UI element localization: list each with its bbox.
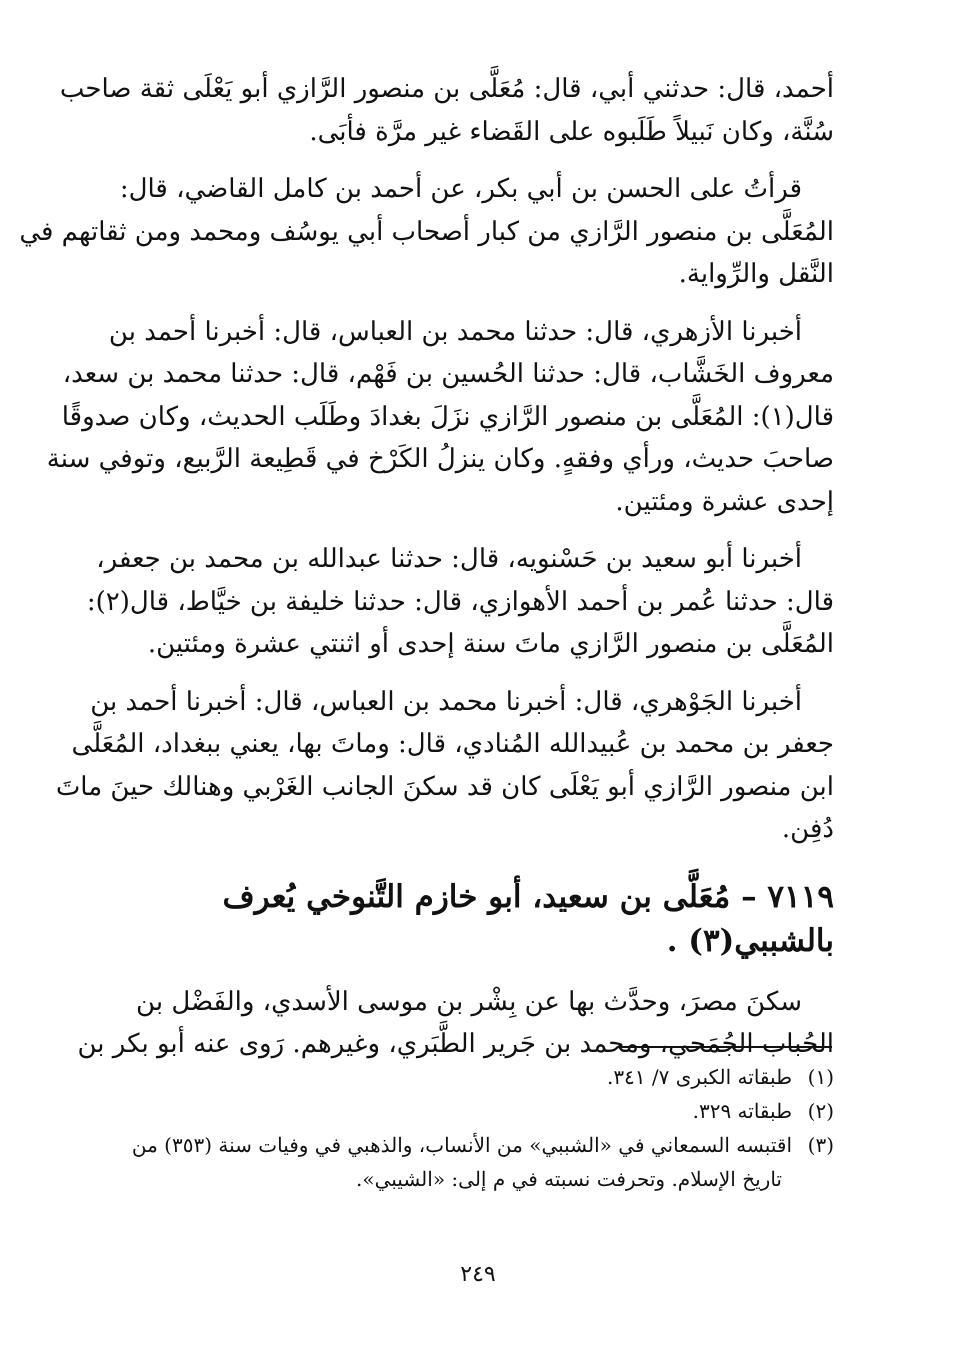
paragraph-1 (59, 68, 834, 153)
paragraph-4 (86, 538, 834, 666)
text-line: قال(١): المُعَلَّى بن منصور الرَّازي نزَلَ بغدادَ وطَلَب الحديث، وكان صدوقًا (61, 401, 834, 432)
paragraph-2 (19, 168, 834, 296)
footnote-mark: (١) (807, 1065, 834, 1089)
footnote-text: طبقاته الكبرى ٧/ ٣٤١. (606, 1065, 792, 1089)
footnote-text: طبقاته ٣٢٩. (692, 1099, 792, 1123)
paragraph-6 (77, 981, 834, 1066)
text-line: سُنَّة، وكان نَبيلاً طَلَبوه على القَضاء غير مرَّة فأبَى. (309, 116, 834, 147)
text-line: أخبرنا الأزهري، قال: حدثنا محمد بن العباس، قال: أخبرنا أحمد بن (108, 316, 802, 347)
page-number: ٢٤٩ (460, 1262, 496, 1287)
footnotes (124, 1060, 834, 1196)
text-line: النَّقل والرِّواية. (678, 259, 834, 289)
text-line: معروف الخَشَّاب، قال: حدثنا الحُسين بن فَهْم، قال: حدثنا محمد بن سعد، (62, 359, 834, 389)
text-line: سكنَ مصرَ، وحدَّث بها عن بِشْر بن موسى الأسدي، والفَضْل بن (136, 986, 802, 1017)
entry-title: – مُعَلَّى بن سعيد، أبو خازم التَّنوخي يُعرف بالشببي(٣) . (222, 878, 834, 959)
entry-heading (124, 875, 834, 963)
text-line: الحُباب الجُمَحي، ومحمد بن جَرير الطَّبَري، وغيرهم. رَوى عنه أبو بكر بن (77, 1029, 834, 1059)
footnote-mark: (٣) (807, 1133, 834, 1157)
footnote-divider (620, 1046, 832, 1048)
text-line: قال: حدثنا عُمر بن أحمد الأهوازي، قال: حدثنا خليفة بن خيَّاط، قال(٢): (86, 586, 834, 617)
footnote-1 (124, 1060, 834, 1094)
footnote-text: اقتبسه السمعاني في «الشببي» من الأنساب، والذهبي في وفيات سنة (٣٥٣) من (131, 1133, 792, 1157)
footnote-2 (124, 1094, 834, 1128)
text-line: المُعَلَّى بن منصور الرَّازي من كبار أصحاب أبي يوسُف ومحمد ومن ثقاتهم في (19, 216, 834, 247)
text-line: قرأتُ على الحسن بن أبي بكر، عن أحمد بن كامل القاضي، قال: (119, 174, 802, 204)
text-line: أخبرنا الجَوْهري، قال: أخبرنا محمد بن العباس، قال: أخبرنا أحمد بن (90, 686, 802, 717)
entry-number: ٧١١٩ (767, 878, 834, 915)
text-line: ابن منصور الرَّازي أبو يَعْلَى كان قد سكنَ الجانب الغَرْبي وهنالك حينَ ماتَ (55, 771, 834, 802)
footnote-3 (124, 1128, 834, 1162)
text-line: دُفِن. (781, 814, 834, 844)
text-line: أخبرنا أبو سعيد بن حَسْنويه، قال: حدثنا عبدالله بن محمد بن جعفر، (96, 544, 802, 574)
paragraph-3 (46, 311, 834, 524)
text-line: صاحبَ حديث، ورأي وفقهٍ. وكان ينزلُ الكَرْخ في قَطِيعة الرَّبيع، وتوفي سنة (46, 444, 834, 474)
text-line: أحمد، قال: حدثني أبي، قال: مُعَلَّى بن منصور الرَّازي أبو يَعْلَى ثقة صاحب (59, 74, 834, 104)
footnote-3-continuation: تاريخ الإسلام. وتحرفت نسبته في م إلى: «الشيبي». (356, 1167, 782, 1191)
footnote-mark: (٢) (807, 1099, 834, 1123)
text-line: إحدى عشرة ومئتين. (615, 486, 834, 517)
text-line: المُعَلَّى بن منصور الرَّازي ماتَ سنة إحدى أو اثنتي عشرة ومئتين. (147, 629, 834, 659)
paragraph-5 (55, 681, 834, 851)
text-line: جعفر بن محمد بن عُبيدالله المُنادي، قال: وماتَ بها، يعني ببغداد، المُعَلَّى (71, 729, 834, 759)
